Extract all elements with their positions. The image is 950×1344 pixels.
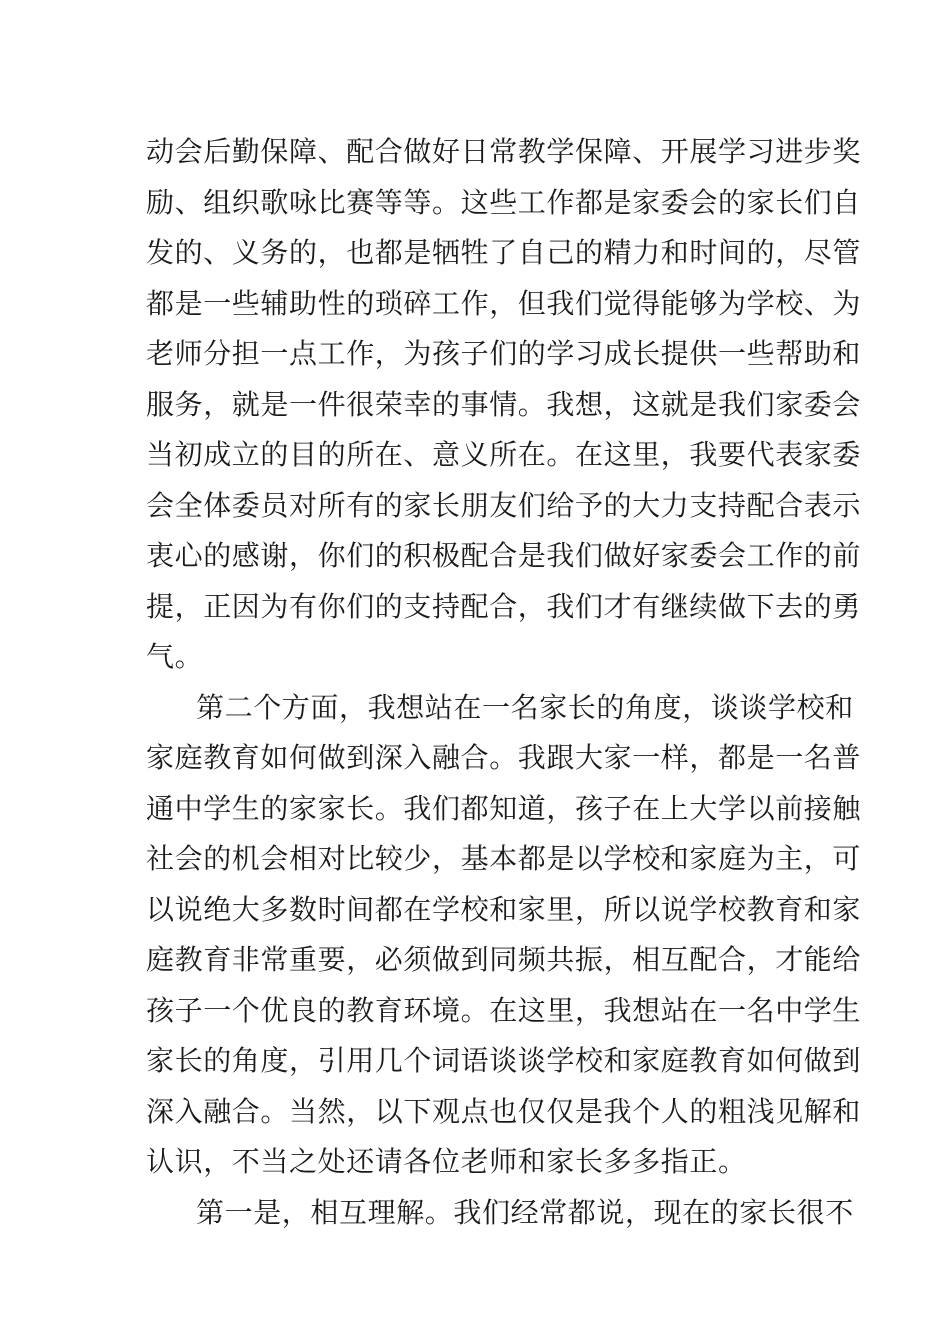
text-line: 动会后勤保障、配合做好日常教学保障、开展学习进步奖 [146, 135, 862, 168]
text-line: 提，正因为有你们的支持配合，我们才有继续做下去的勇 [146, 589, 862, 623]
text-line: 服务，就是一件很荣幸的事情。我想，这就是我们家委会 [146, 387, 862, 421]
paragraph-2 [146, 683, 862, 1188]
text-line: 家长的角度，引用几个词语谈谈学校和家庭教育如何做到 [146, 1044, 862, 1077]
text-line: 第一是，相互理解。我们经常都说，现在的家长很不 [196, 1195, 854, 1229]
text-line: 衷心的感谢，你们的积极配合是我们做好家委会工作的前 [146, 539, 862, 572]
text-line: 以说绝大多数时间都在学校和家里，所以说学校教育和家 [146, 892, 862, 926]
text-line: 当初成立的目的所在、意义所在。在这里，我要代表家委 [146, 438, 862, 471]
paragraph-1 [146, 127, 862, 683]
text-line: 励、组织歌咏比赛等等。这些工作都是家委会的家长们自 [146, 185, 862, 219]
document-body [146, 127, 862, 1238]
text-line: 社会的机会相对比较少，基本都是以学校和家庭为主，可 [146, 842, 862, 875]
text-line: 会全体委员对所有的家长朋友们给予的大力支持配合表示 [146, 488, 862, 522]
text-line: 气。 [146, 640, 204, 673]
text-line: 发的、义务的，也都是牺牲了自己的精力和时间的，尽管 [146, 236, 862, 269]
text-line: 深入融合。当然，以下观点也仅仅是我个人的粗浅见解和 [146, 1094, 862, 1128]
text-line: 第二个方面，我想站在一名家长的角度，谈谈学校和 [196, 690, 854, 724]
text-line: 庭教育非常重要，必须做到同频共振，相互配合，才能给 [146, 943, 862, 976]
text-line: 认识，不当之处还请各位老师和家长多多指正。 [146, 1145, 747, 1178]
text-line: 家庭教育如何做到深入融合。我跟大家一样，都是一名普 [146, 741, 862, 774]
text-line: 都是一些辅助性的琐碎工作，但我们觉得能够为学校、为 [146, 286, 862, 320]
text-line: 老师分担一点工作，为孩子们的学习成长提供一些帮助和 [146, 337, 862, 370]
text-line: 通中学生的家家长。我们都知道，孩子在上大学以前接触 [146, 791, 862, 825]
paragraph-3 [146, 1188, 854, 1239]
text-line: 孩子一个优良的教育环境。在这里，我想站在一名中学生 [146, 993, 862, 1027]
